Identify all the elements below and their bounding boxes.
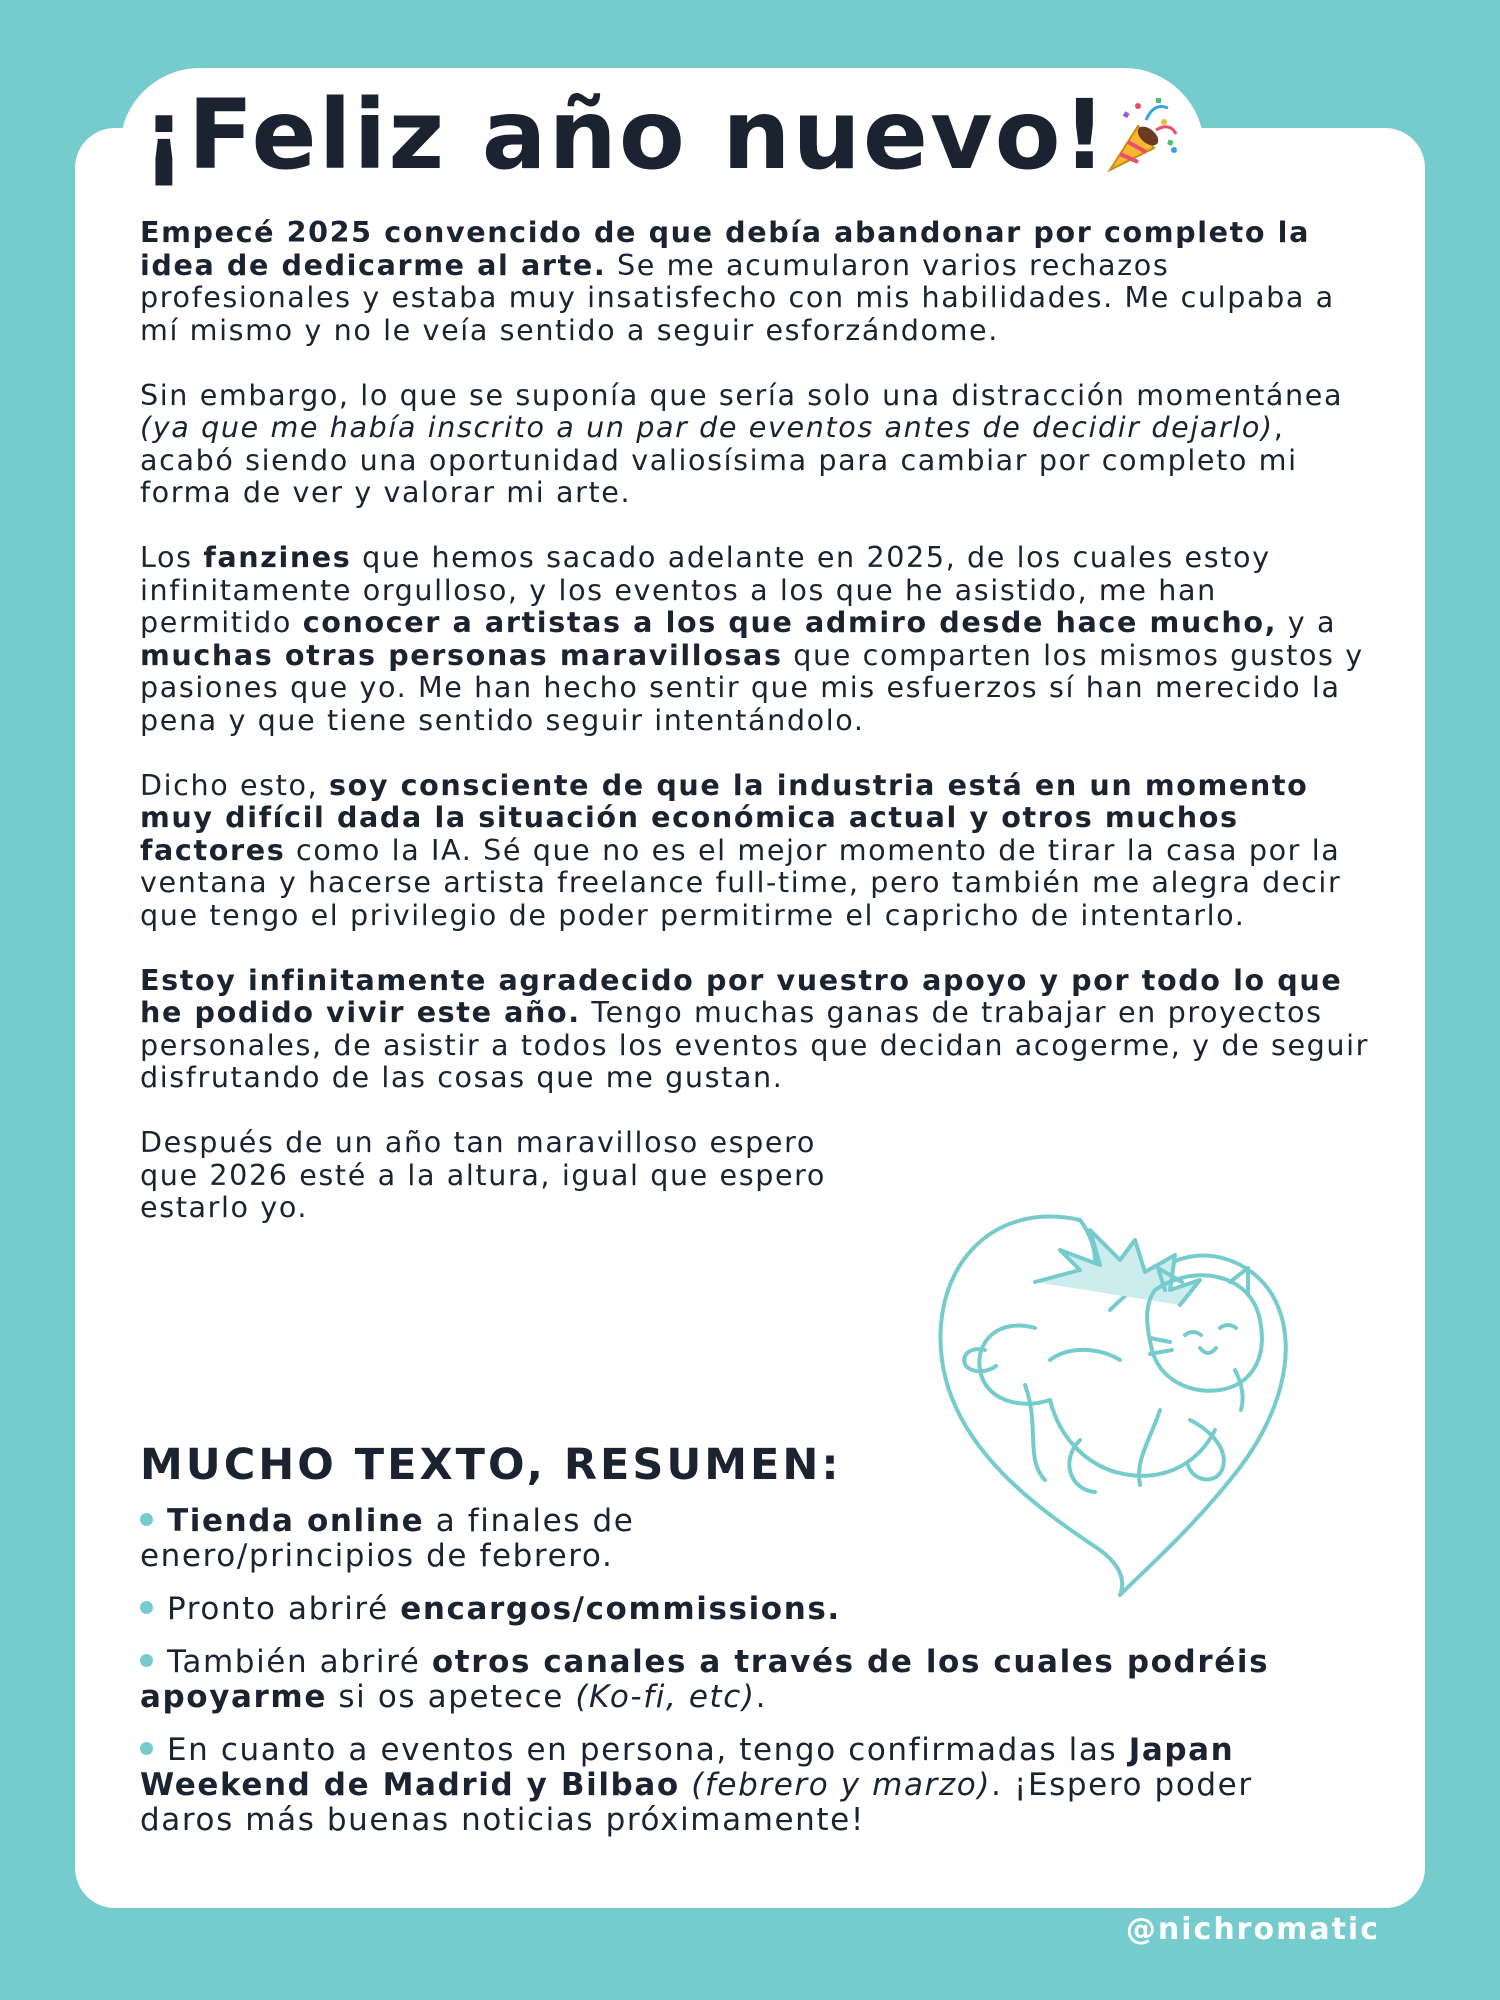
paragraph-3	[140, 541, 1372, 736]
party-popper-icon	[1098, 92, 1182, 176]
item4-text-3: . ¡Espero poder daros más buenas noticias próximamente!	[140, 1767, 1253, 1838]
p3-bold-1: fanzines	[203, 540, 352, 574]
page-title: ¡Feliz año nuevo!	[142, 79, 1109, 191]
summary-item-shop	[140, 1504, 760, 1574]
item1-bold: Tienda online	[167, 1503, 425, 1539]
item3-italic: (Ko-fi, etc)	[575, 1679, 756, 1715]
p3-text-2: que hemos sacado adelante en 2025, de los cuales estoy infinitamente orgulloso, y los eventos a los que he asistido, me han permitido	[140, 540, 1271, 639]
item4-text-2	[680, 1767, 691, 1803]
p3-text-1: Los	[140, 540, 204, 574]
summary-section	[140, 1438, 1340, 1856]
item3-bold: otros canales a través de los cuales podréis apoyarme	[140, 1644, 1270, 1715]
item3-text-1: También abriré	[167, 1644, 432, 1680]
item2-bold: encargos/commissions.	[400, 1591, 841, 1627]
p3-bold-2: conocer a artistas a los que admiro desde hace mucho,	[302, 605, 1278, 639]
p6-text-1: Después de un año tan maravilloso espero que 2026 esté a la altura, igual que espero estarlo yo.	[140, 1125, 826, 1224]
bullet-icon	[140, 1513, 153, 1526]
p3-text-3: y a	[1277, 605, 1337, 639]
p1-text: Se me acumularon varios rechazos profesionales y estaba muy insatisfecho con mis habilidades. Me culpaba a mí mismo y no le veía sentido a seguir esforzándome.	[140, 247, 1335, 347]
p3-text-4: que comparten los mismos gustos y pasiones que yo. Me han hecho sentir que mis esfuerzos sí han merecido la pena y que tiene sentido seguir intentándolo.	[140, 637, 1364, 737]
summary-item-channels	[140, 1645, 1340, 1715]
paragraph-6	[140, 1126, 830, 1224]
p2-text-2: , acabó siendo una oportunidad valiosísima para cambiar por completo mi forma de ver y valorar mi arte.	[140, 410, 1298, 509]
p5-bold-1: Estoy infinitamente agradecido por vuestro apoyo y por todo lo que he podido vivir este año.	[140, 962, 1343, 1029]
item3-text-2: si os apetece	[326, 1679, 576, 1715]
author-handle: @nichromatic	[1125, 1912, 1380, 1947]
paragraph-1	[140, 216, 1372, 346]
p5-text-1: Tengo muchas ganas de trabajar en proyectos personales, de asistir a todos los eventos que decidan acogerme, y de seguir disfrutando de las cosas que me gustan.	[140, 995, 1370, 1094]
item2-text: Pronto abriré	[167, 1591, 401, 1627]
p3-bold-3: muchas otras personas maravillosas	[140, 637, 783, 672]
item3-text-3: .	[755, 1679, 768, 1715]
p1-bold: Empecé 2025 convencido de que debía abandonar por completo la idea de dedicarme al arte.	[140, 215, 1310, 282]
bullet-icon	[140, 1601, 153, 1614]
p4-text-1: Dicho esto,	[140, 767, 329, 802]
paragraph-2	[140, 379, 1372, 509]
summary-item-events	[140, 1733, 1340, 1838]
paragraph-5	[140, 964, 1372, 1094]
paragraph-4	[140, 769, 1372, 932]
item4-bold: Japan Weekend de Madrid y Bilbao	[140, 1732, 1235, 1803]
item4-text-1: En cuanto a eventos en persona, tengo confirmadas las	[167, 1732, 1129, 1768]
bullet-icon	[140, 1742, 153, 1755]
bullet-icon	[140, 1654, 153, 1667]
p4-text-2: como la IA. Sé que no es el mejor momento de tirar la casa por la ventana y hacerse artista freelance full-time, pero también me alegra decir que tengo el privilegio de poder permitirme el capricho de intentarlo.	[140, 832, 1342, 932]
summary-item-commissions	[140, 1592, 1340, 1627]
item1-text: a finales de enero/principios de febrero.	[140, 1503, 635, 1574]
p4-bold-1: soy consciente de que la industria está en un momento muy difícil dada la situación económica actual y otros muchos factores	[140, 767, 1309, 867]
p2-italic: (ya que me había inscrito a un par de eventos antes de decidir dejarlo)	[140, 410, 1274, 444]
item4-italic: (febrero y marzo)	[691, 1767, 992, 1803]
letter-body	[140, 216, 1372, 1256]
summary-heading: MUCHO TEXTO, RESUMEN:	[140, 1440, 842, 1490]
p2-text-1: Sin embargo, lo que se suponía que sería solo una distracción momentánea	[140, 377, 1344, 412]
